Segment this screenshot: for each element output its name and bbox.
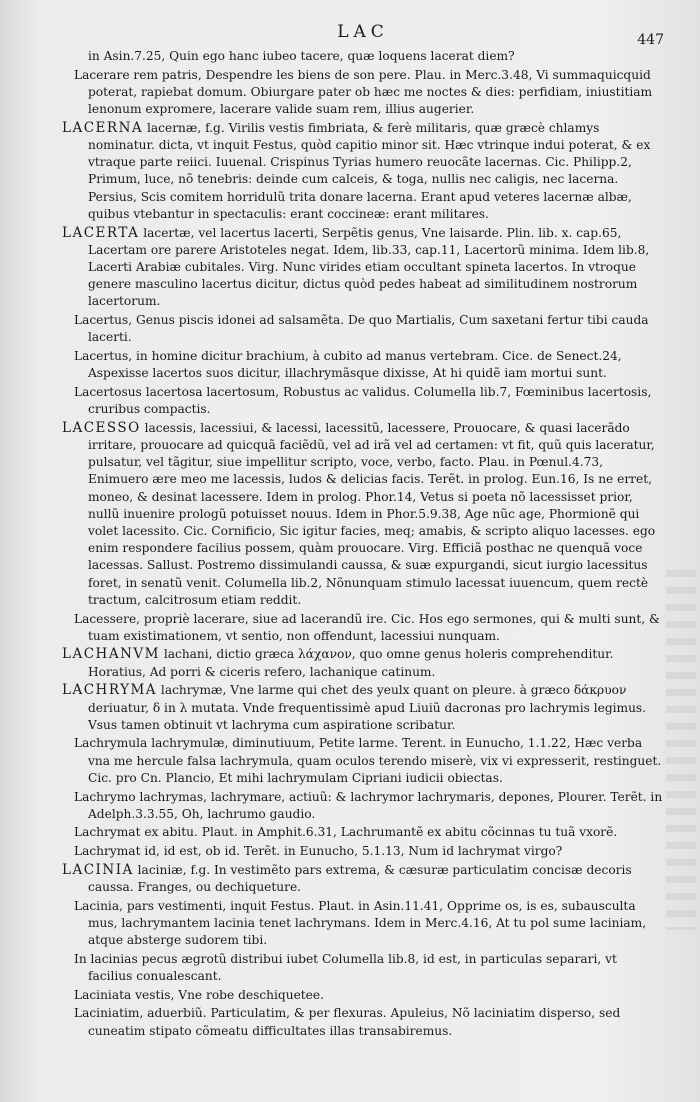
entry-text: lachrymæ, Vne larme qui chet des yeulx quant on pleure. à græco δάκρυον deriuatur, δ in λ mutata. Vnde frequentissimè apud Liuiũ dacronas pro lachrymis legimus. Vsus tamen obtinuit vt lachryma cum aspiratione scribatur. xyxy=(88,683,647,732)
headword: LACERNA xyxy=(62,119,144,136)
entry-text: Lachrymat id, id est, ob id. Terẽt. in Eunucho, 5.1.13, Num id lachrymat virgo? xyxy=(74,844,563,859)
entry-text: Lachrymo lachrymas, lachrymare, actiuũ: & lachrymor lachrymaris, depones, Plourer. Terẽt. in Adelph.3.3.55, Oh, lachrumo gaudio. xyxy=(74,789,663,821)
entry-paragraph xyxy=(62,67,664,119)
entry-text: Laciniata vestis, Vne robe deschiquetee. xyxy=(74,987,324,1002)
entry-text: Laciniatim, aduerbiũ. Particulatim, & per flexuras. Apuleius, Nõ laciniatim disperso, sed cuneatim stipato cõmeatu difficultates illas transabiremus. xyxy=(74,1006,621,1038)
entry-paragraph xyxy=(62,348,664,382)
entry-paragraph xyxy=(62,384,664,418)
entry-lacerna xyxy=(62,120,664,223)
headword: LACHRYMA xyxy=(62,682,158,699)
running-head: LAC xyxy=(337,22,389,42)
entry-lacesso xyxy=(62,420,664,609)
entry-lachryma xyxy=(62,682,664,734)
entry-text: Lacerare rem patris, Despendre les biens de son pere. Plau. in Merc.3.48, Vi summaquicquid poterat, rapiebat domum. Obiurgare pater ob hæc me noctes & dies: perfidiam, iniustitiam lenonum expromere, lacerare valide suam rem, illius augerier. xyxy=(74,67,653,117)
page-number: 447 xyxy=(637,32,664,48)
headword: LACESSO xyxy=(62,419,141,436)
entry-text: In lacinias pecus ægrotũ distribui iubet Columella lib.8, id est, in particulas separari, vt facilius conualescant. xyxy=(74,951,617,984)
entry-text: lacernæ, f.g. Virilis vestis fimbriata, & ferè militaris, quæ græcè chlamys nominatur. dicta, vt inquit Festus, quòd capitio minor sit. Hæc vtrinque indui poterat, & ex vtraque parte reiici. Iuuenal. Crispinus Tyrias humero reuocãte lacernas. Cic. Philipp.2, Primum, luce, nõ tenebris: deinde cum calceis, & toga, nullis nec caligis, nec lacerna. Persius, Scis comitem horridulũ trita donare lacerna. Erant apud veteres lacernæ albæ, quibus vtebantur in spectaculis: erant coccineæ: erant militares. xyxy=(88,120,651,221)
entry-text: lachani, dictio græca λάχανον, quo omne genus holeris comprehenditur. Horatius, Ad porri & ciceris refero, lachanique catinum. xyxy=(88,647,614,679)
entry-text: lacertæ, vel lacertus lacerti, Serpẽtis genus, Vne laisarde. Plin. lib. x. cap.65, Lacertam ore parere Aristoteles negat. Idem, lib.33, cap.11, Lacertorũ minima. Idem lib.8, Lacerti Arabiæ cubitales. Virg. Nunc virides etiam occultant spineta lacertos. In vtroque genere masculino lacertus dicitur, dictus quòd pedes habeat ad similitudinem nostrorum lacertorum. xyxy=(88,225,650,309)
entry-paragraph xyxy=(62,611,664,645)
entry-text: Lacertus, Genus piscis idonei ad salsamẽta. De quo Martialis, Cum saxetani fertur tibi cauda lacerti. xyxy=(74,313,649,345)
page-header xyxy=(62,20,664,48)
entry-paragraph xyxy=(62,312,664,346)
entry-paragraph xyxy=(62,1005,664,1039)
entry-paragraph xyxy=(62,843,664,860)
entry-text: Lacertus, in homine dicitur brachium, à cubito ad manus vertebram. Cice. de Senect.24, Aspexisse lacertos suos dicitur, illachrymãsque dixisse, At hi quidẽ iam mortui sunt. xyxy=(74,348,622,381)
entry-text: Lacertosus lacertosa lacertosum, Robustus ac validus. Columella lib.7, Fœminibus lacertosis, cruribus compactis. xyxy=(74,384,652,417)
entry-paragraph xyxy=(62,735,664,787)
entry-paragraph xyxy=(62,951,664,985)
entry-paragraph xyxy=(62,824,664,841)
dictionary-body xyxy=(62,48,664,1040)
entry-lacinia xyxy=(62,862,664,896)
show-through-bleed xyxy=(666,570,696,930)
entry-text: laciniæ, f.g. In vestimẽto pars extrema, & cæsuræ particulatim concisæ decoris caussa. Franges, ou dechiqueture. xyxy=(88,862,632,895)
headword: LACHANVM xyxy=(62,646,160,663)
entry-text: in Asin.7.25, Quin ego hanc iubeo tacere, quæ loquens lacerat diem? xyxy=(88,49,515,63)
entry-text: Lacinia, pars vestimenti, inquit Festus. Plaut. in Asin.11.41, Opprime os, is es, subausculta mus, lachrymantem lacinia tenet lachrymans. Idem in Merc.4.16, At tu pol sume laciniam, atque absterge sudorem tibi. xyxy=(74,898,647,948)
entry-text: Lachrymat ex abitu. Plaut. in Amphit.6.31, Lachrumantẽ ex abitu cõcinnas tu tuã vxorẽ. xyxy=(74,825,618,840)
entry-text: lacessis, lacessiui, & lacessi, lacessitũ, lacessere, Prouocare, & quasi lacerãdo irritare, prouocare ad quicquã faciẽdũ, vel ad irã vel ad certamen: vt fit, quũ quis laceratur, pulsatur, vel tãgitur, siue impellitur scripto, voce, verbo, facto. Plau. in Pœnul.4.73, Enimuero ære meo me lacessis, ludos & delicias facis. Terẽt. in prolog. Eun.16, Is ne erret, moneo, & desinat lacessere. Idem in prolog. Phor.14, Vetus si poeta nõ lacessisset prior, nullũ inuenire prologũ potuisset nouus. Idem in Phor.5.9.38, Age nũc age, Phormionẽ qui volet lacessito. Cic. Cornificio, Sic igitur facies, meq; amabis, & scripto aliquo lacesses. ego enim respondere facilius possem, quàm prouocare. Virg. Efficiã posthac ne quenquã voce lacessas. Sallust. Postremo dissimulandi caussa, & suæ expurgandi, sicut iurgio lacessitus foret, in senatũ venit. Columella lib.2, Nõnunquam stimulo lacessat iuuencum, quem rectè tractum, calcitrosum etiam reddit. xyxy=(88,420,656,607)
headword: LACINIA xyxy=(62,861,134,878)
entry-paragraph xyxy=(62,987,664,1004)
entry-text: Lacessere, propriè lacerare, siue ad lacerandũ ire. Cic. Hos ego sermones, qui & multi sunt, & tuam existimationem, vt sentio, non offendunt, lacessiui nunquam. xyxy=(74,611,660,643)
entry-paragraph xyxy=(62,48,664,65)
headword: LACERTA xyxy=(62,224,140,241)
entry-paragraph xyxy=(62,898,664,950)
entry-paragraph xyxy=(62,789,664,823)
entry-lacerta xyxy=(62,225,664,311)
entry-lachanvm xyxy=(62,646,664,680)
entry-text: Lachrymula lachrymulæ, diminutiuum, Petite larme. Terent. in Eunucho, 1.1.22, Hæc verba vna me hercule falsa lachrymula, quam oculos terendo miserè, vix vi expresserit, restinguet. Cic. pro Cn. Plancio, Et mihi lachrymulam Cipriani iudicii obiectas. xyxy=(74,736,662,785)
